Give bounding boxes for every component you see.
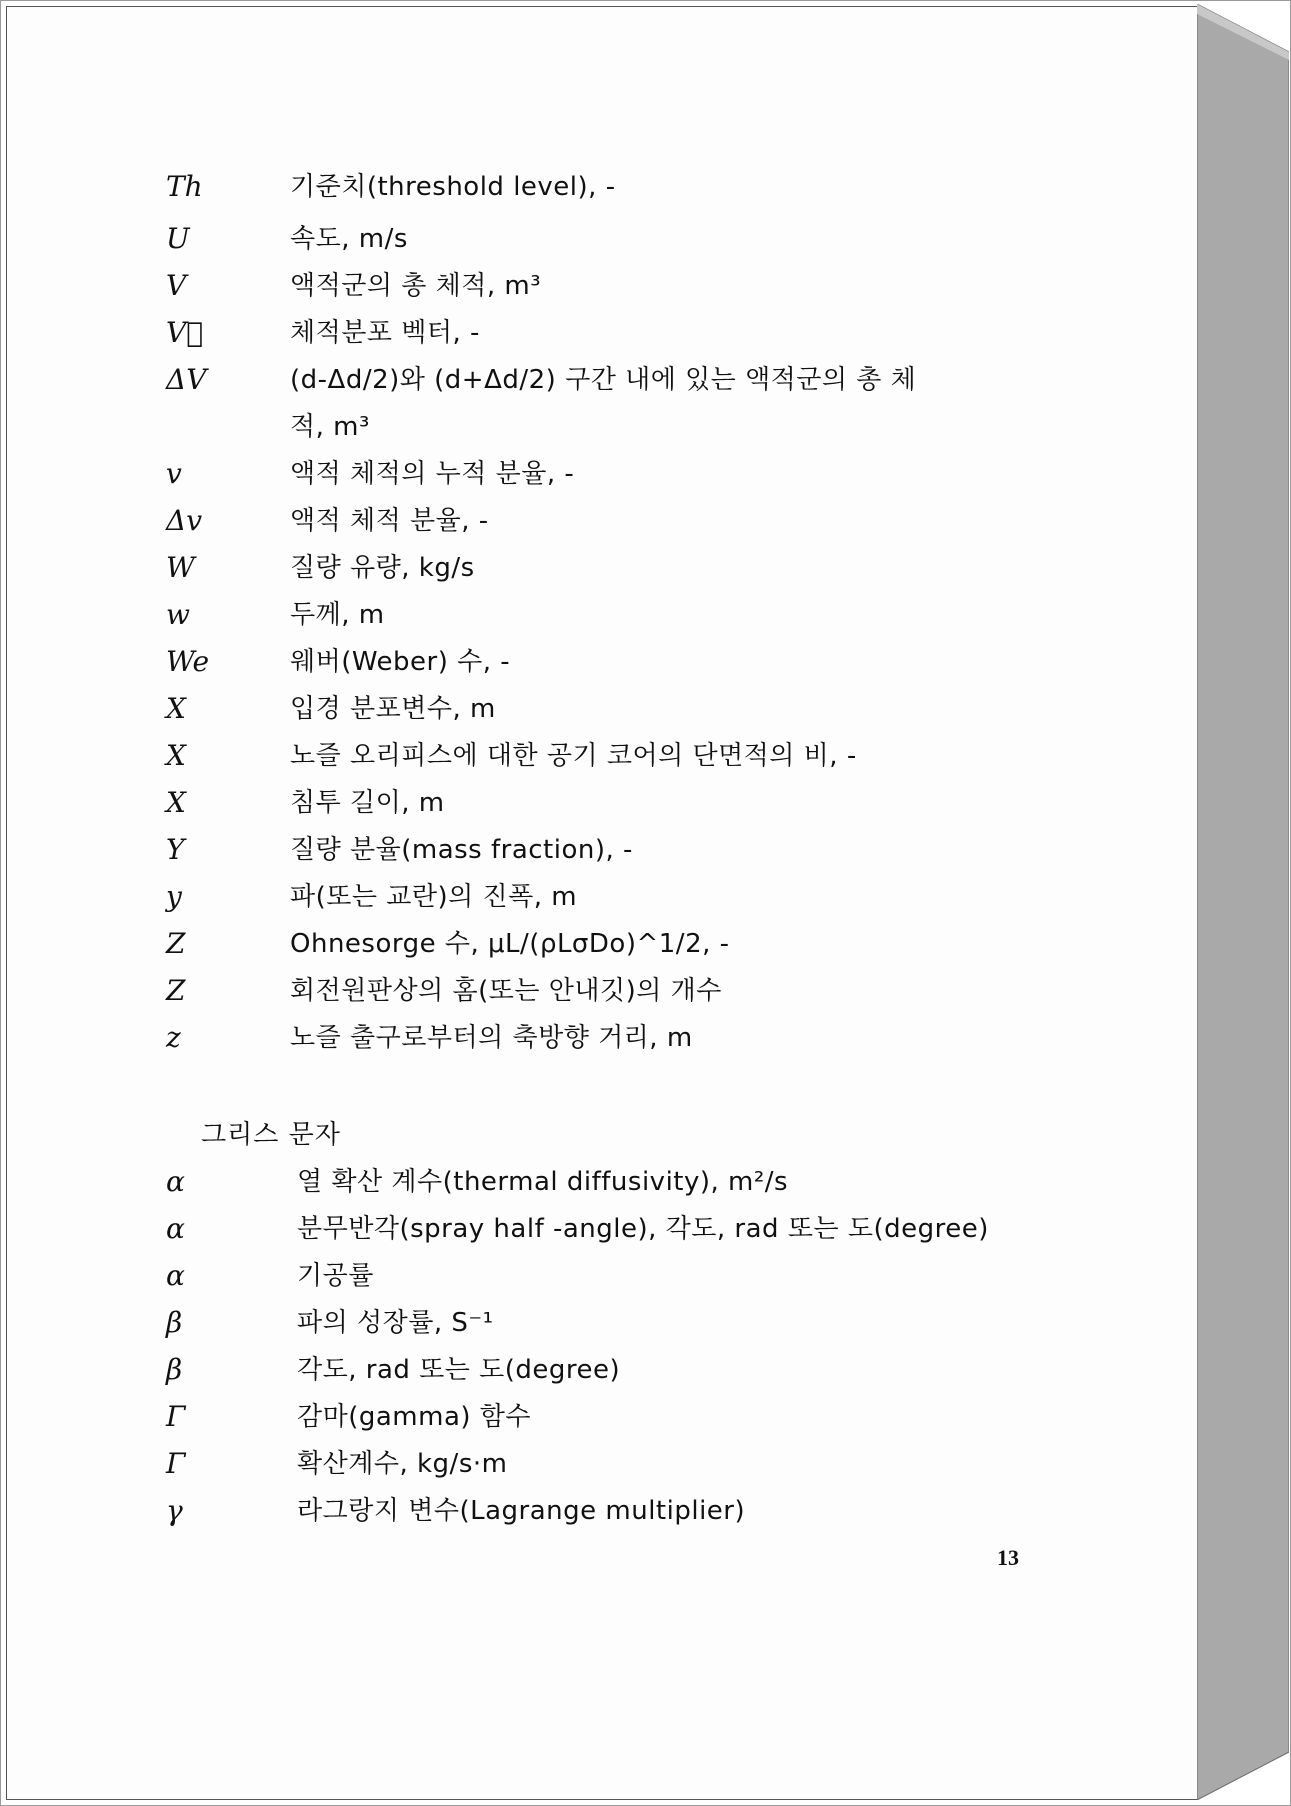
symbol-description: 액적 체적 분율, - — [290, 506, 489, 536]
greek-symbol-row — [7, 1209, 1197, 1249]
document-page — [6, 6, 1198, 1800]
symbol-description: 노즐 오리피스에 대한 공기 코어의 단면적의 비, - — [290, 741, 857, 771]
symbol-row — [7, 219, 1197, 259]
symbol-row — [7, 454, 1197, 494]
symbol: Y — [166, 833, 185, 866]
symbol-row — [7, 167, 1197, 207]
symbol-description: 노즐 출구로부터의 축방향 거리, m — [290, 1023, 693, 1053]
symbol-row — [7, 1018, 1197, 1058]
symbol: γ — [166, 1494, 183, 1527]
symbol-description: 체적분포 벡터, - — [290, 318, 480, 348]
symbol-row — [7, 642, 1197, 682]
greek-symbol-row — [7, 1397, 1197, 1437]
symbol: v — [166, 457, 182, 490]
symbol-description: Ohnesorge 수, μL/(ρLσDo)^1/2, - — [290, 929, 730, 959]
symbol-row — [7, 595, 1197, 635]
symbol-description: 라그랑지 변수(Lagrange multiplier) — [297, 1496, 746, 1526]
greek-symbol-row — [7, 1350, 1197, 1390]
symbol-row-continued — [7, 407, 1197, 447]
greek-symbol-row — [7, 1303, 1197, 1343]
symbol: Z — [166, 927, 186, 960]
symbol: β — [166, 1306, 183, 1339]
symbol-description: 기공률 — [297, 1261, 374, 1291]
symbol: V — [166, 269, 187, 302]
symbol-description: 분무반각(spray half -angle), 각도, rad 또는 도(degree) — [297, 1214, 989, 1244]
symbol: U — [166, 222, 190, 255]
symbol: Th — [166, 170, 203, 203]
symbol-description: 열 확산 계수(thermal diffusivity), m²/s — [297, 1167, 789, 1197]
symbol: ΔV — [166, 363, 207, 396]
symbol-description: 웨버(Weber) 수, - — [290, 647, 511, 677]
symbol: X — [166, 739, 186, 772]
symbol-row — [7, 501, 1197, 541]
symbol-row — [7, 548, 1197, 588]
symbol-description: 침투 길이, m — [290, 788, 445, 818]
symbol-row — [7, 830, 1197, 870]
symbol-row — [7, 971, 1197, 1011]
symbol-row — [7, 736, 1197, 776]
symbol: Γ — [166, 1400, 186, 1433]
symbol: V⃗ — [166, 316, 204, 349]
symbol-description: 파(또는 교란)의 진폭, m — [290, 882, 578, 912]
symbol: α — [166, 1165, 185, 1198]
symbol-description: 각도, rad 또는 도(degree) — [297, 1355, 621, 1385]
symbol: α — [166, 1259, 185, 1292]
symbol: y — [166, 880, 182, 913]
greek-symbol-row — [7, 1162, 1197, 1202]
symbol-row — [7, 313, 1197, 353]
section-heading: 그리스 문자 — [201, 1120, 341, 1150]
symbol-description: 파의 성장률, S⁻¹ — [297, 1308, 494, 1338]
symbol: We — [166, 645, 210, 678]
symbol: Γ — [166, 1447, 186, 1480]
symbol: z — [166, 1021, 181, 1054]
symbol: w — [166, 598, 190, 631]
symbol: X — [166, 692, 186, 725]
symbol-description: 액적군의 총 체적, m³ — [290, 271, 542, 301]
symbol-row — [7, 689, 1197, 729]
symbol-description: 액적 체적의 누적 분율, - — [290, 459, 575, 489]
symbol-row — [7, 360, 1197, 400]
symbol-row — [7, 266, 1197, 306]
symbol-description: 질량 유량, kg/s — [290, 553, 475, 583]
symbol: β — [166, 1353, 183, 1386]
symbol-description: 회전원판상의 홈(또는 안내깃)의 개수 — [290, 976, 722, 1006]
symbol: X — [166, 786, 186, 819]
greek-symbol-row — [7, 1256, 1197, 1296]
symbol-description: 감마(gamma) 함수 — [297, 1402, 532, 1432]
symbol: W — [166, 551, 195, 584]
page-number: 13 — [997, 1545, 1019, 1570]
greek-symbol-row — [7, 1491, 1197, 1531]
symbol: Z — [166, 974, 186, 1007]
symbol-description: 질량 분율(mass fraction), - — [290, 835, 633, 865]
greek-symbol-row — [7, 1444, 1197, 1484]
symbol-description: 입경 분포변수, m — [290, 694, 496, 724]
symbol-description: 적, m³ — [290, 412, 370, 442]
symbol-row — [7, 877, 1197, 917]
symbol: α — [166, 1212, 185, 1245]
symbol-description: 확산계수, kg/s·m — [297, 1449, 508, 1479]
symbol-description: (d-Δd/2)와 (d+Δd/2) 구간 내에 있는 액적군의 총 체 — [290, 365, 917, 395]
symbol: Δv — [166, 504, 203, 537]
symbol-description: 속도, m/s — [290, 224, 408, 254]
symbol-row — [7, 924, 1197, 964]
symbol-description: 두께, m — [290, 600, 385, 630]
symbol-description: 기준치(threshold level), - — [290, 172, 616, 202]
page-edge-shadow — [1197, 4, 1289, 1800]
symbol-row — [7, 783, 1197, 823]
